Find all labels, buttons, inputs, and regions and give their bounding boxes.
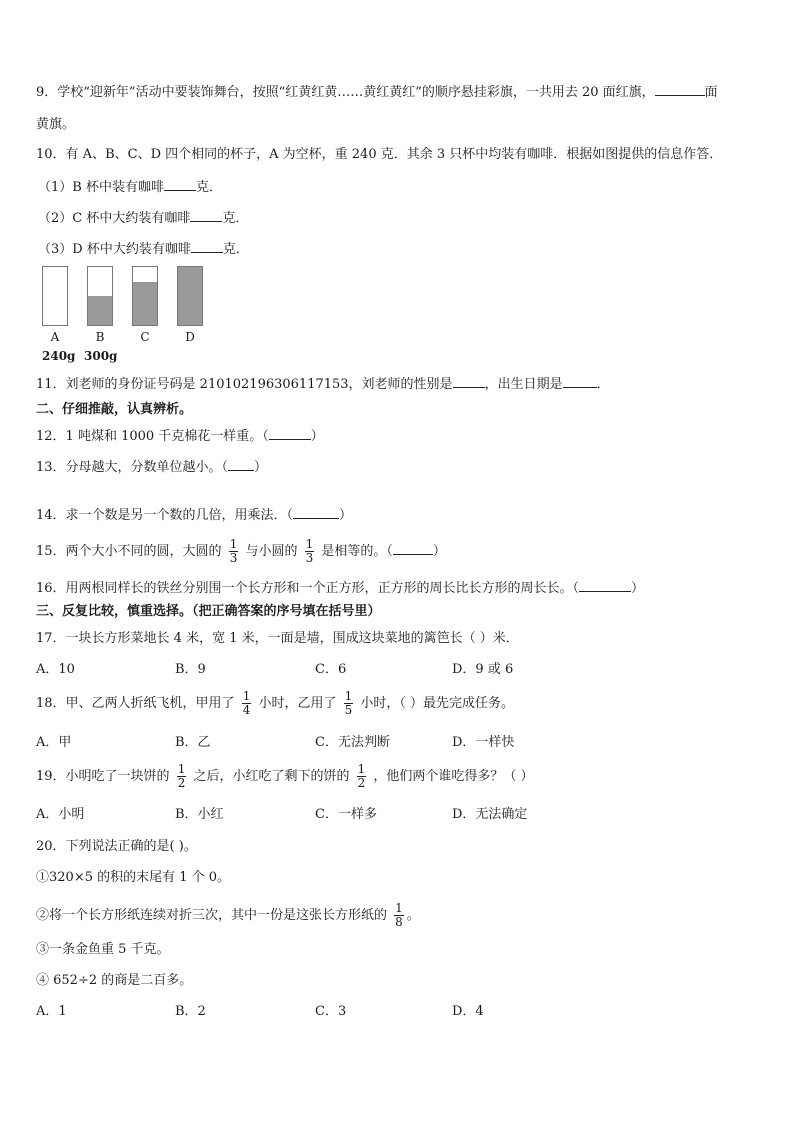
- q10-sub2-blank[interactable]: [190, 208, 222, 222]
- q18-mid-text: 小时，乙用了: [258, 696, 337, 711]
- q17-option-a[interactable]: A．10: [36, 662, 75, 677]
- q18-option-d[interactable]: D．一样快: [452, 735, 515, 750]
- q19-text: 19．小明吃了一块饼的: [36, 769, 170, 784]
- q10-sub1-blank[interactable]: [164, 177, 196, 191]
- q14-answer-blank[interactable]: [293, 505, 339, 519]
- q10-sub1-text: （1）B 杯中装有咖啡: [38, 180, 164, 195]
- numerator: 1: [305, 537, 314, 551]
- q19-stem: [36, 763, 534, 790]
- numerator: 1: [344, 689, 353, 703]
- q9-line1: [36, 82, 718, 102]
- q20-option-d[interactable]: D．4: [452, 1004, 484, 1019]
- numerator: 1: [242, 689, 251, 703]
- numerator: 1: [177, 762, 186, 776]
- cup-b-coffee: [88, 296, 112, 325]
- q11-mid-text: ，出生日期是: [484, 377, 563, 392]
- section-2-heading: 二、仔细推敲，认真辨析。: [36, 402, 193, 417]
- q12-text: 12．1 吨煤和 1000 千克棉花一样重。（: [36, 429, 269, 444]
- cup-a-label: A: [50, 330, 60, 344]
- denominator: 3: [305, 551, 314, 565]
- cup-b-label: B: [95, 330, 105, 344]
- q20-item-3: ③一条金鱼重 5 千克。: [36, 942, 170, 957]
- q14-text: 14．求一个数是另一个数的几倍，用乘法．（: [36, 508, 294, 523]
- q19-option-a[interactable]: A．小明: [36, 807, 85, 822]
- q18-stem: [36, 690, 514, 717]
- q17-option-c[interactable]: C．6: [315, 662, 347, 677]
- q10-sub1-unit: 克．: [195, 180, 222, 195]
- numerator: 1: [395, 901, 403, 915]
- q13: [36, 457, 267, 477]
- q16-close: ）: [631, 581, 645, 596]
- numerator: 1: [229, 537, 238, 551]
- cup-a: [42, 266, 68, 326]
- q20-stem: 20．下列说法正确的是( )。: [36, 839, 197, 854]
- q10-sub2-unit: 克．: [222, 211, 249, 226]
- q15-fraction-2: [305, 538, 315, 565]
- section-3-heading: 三、反复比较，慎重选择。（把正确答案的序号填在括号里）: [36, 604, 381, 619]
- q17-option-b[interactable]: B．9: [175, 662, 206, 677]
- q10-sub1: [38, 177, 222, 197]
- q11-gender-blank[interactable]: [453, 374, 485, 388]
- q14-close: ）: [339, 508, 353, 523]
- q12-answer-blank[interactable]: [269, 426, 311, 440]
- q16-text: 16．用两根同样长的铁丝分别围一个长方形和一个正方形，正方形的周长比长方形的周长长。（: [36, 581, 580, 596]
- cup-d-coffee: [178, 267, 202, 325]
- q10-sub3-blank[interactable]: [191, 239, 223, 253]
- cup-b: [87, 266, 113, 326]
- q20-item-2: [36, 902, 420, 929]
- q10-sub3: [38, 239, 249, 259]
- q15-close: ）: [432, 544, 446, 559]
- q20-item-4: ④ 652÷2 的商是二百多。: [36, 973, 193, 988]
- q13-answer-blank[interactable]: [228, 457, 254, 471]
- q19-fraction-1: [177, 763, 187, 790]
- q14: [36, 505, 352, 525]
- q19-option-b[interactable]: B．小红: [175, 807, 224, 822]
- cup-a-weight: 240g: [42, 349, 76, 363]
- denominator: 5: [344, 703, 353, 717]
- q20-item-2-end: 。: [406, 908, 420, 923]
- cup-d-label: D: [185, 330, 195, 344]
- q19-post-text: ，他们两个谁吃得多？（ ）: [373, 769, 534, 784]
- cup-c: [132, 266, 158, 326]
- q20-option-b[interactable]: B．2: [175, 1004, 206, 1019]
- q9-text: 9．学校“迎新年”活动中要装饰舞台，按照“红黄红黄……黄红黄红”的顺序悬挂彩旗，一共用去 20 面红旗，: [36, 85, 655, 100]
- q18-option-c[interactable]: C．无法判断: [315, 735, 390, 750]
- q10-stem: 10．有 A、B、C、D 四个相同的杯子，A 为空杯，重 240 克．其余 3 只杯中均装有咖啡．根据如图提供的信息作答．: [36, 147, 723, 162]
- q11-end: ．: [596, 377, 610, 392]
- q15-text: 15．两个大小不同的圆，大圆的: [36, 544, 222, 559]
- q20-option-a[interactable]: A．1: [36, 1004, 67, 1019]
- q12: [36, 426, 324, 446]
- numerator: 1: [357, 762, 366, 776]
- cup-d: [177, 266, 203, 326]
- q19-fraction-2: [357, 763, 367, 790]
- cup-c-label: C: [140, 330, 150, 344]
- q15: [36, 538, 446, 565]
- q18-fraction-2: [344, 690, 354, 717]
- q18-post-text: 小时，（ ）最先完成任务。: [360, 696, 515, 711]
- q19-mid-text: 之后，小红吃了剩下的饼的: [193, 769, 350, 784]
- q20-item-2-fraction: [394, 902, 404, 929]
- denominator: 4: [242, 703, 251, 717]
- q10-sub3-text: （3）D 杯中大约装有咖啡: [38, 242, 191, 257]
- q15-fraction-1: [229, 538, 239, 565]
- denominator: 3: [229, 551, 238, 565]
- q18-fraction-1: [242, 690, 252, 717]
- q19-option-d[interactable]: D．无法确定: [452, 807, 528, 822]
- q19-option-c[interactable]: C．一样多: [315, 807, 377, 822]
- q9-unit: 面: [704, 85, 718, 100]
- q18-text: 18．甲、乙两人折纸飞机，甲用了: [36, 696, 235, 711]
- q20-item-1: ①320×5 的积的末尾有 1 个 0。: [36, 870, 231, 885]
- cup-b-weight: 300g: [84, 349, 118, 363]
- q12-close: ）: [310, 429, 324, 444]
- q16: [36, 578, 644, 598]
- q13-text: 13．分母越大，分数单位越小。（: [36, 460, 229, 475]
- q11-birthdate-blank[interactable]: [563, 374, 597, 388]
- q15-post-text: 是相等的。（: [321, 544, 393, 559]
- q9-line2: 黄旗。: [36, 117, 76, 132]
- cup-c-coffee: [133, 282, 157, 326]
- q11-text: 11．刘老师的身份证号码是 210102196306117153，刘老师的性别是: [36, 377, 453, 392]
- q13-close: ）: [254, 460, 268, 475]
- denominator: 2: [177, 776, 186, 790]
- denominator: 8: [395, 915, 403, 929]
- q11: [36, 374, 610, 394]
- denominator: 2: [357, 776, 366, 790]
- q18-option-a[interactable]: A．甲: [36, 735, 72, 750]
- q18-option-b[interactable]: B．乙: [175, 735, 211, 750]
- q16-answer-blank[interactable]: [579, 578, 631, 592]
- q20-item-2-text: ②将一个长方形纸连续对折三次，其中一份是这张长方形纸的: [36, 908, 388, 923]
- q10-sub2: [38, 208, 248, 228]
- q17-stem: 17．一块长方形菜地长 4 米，宽 1 米，一面是墙，围成这块菜地的篱笆长（ ）米．: [36, 631, 519, 646]
- q15-answer-blank[interactable]: [393, 541, 433, 555]
- q9-answer-blank[interactable]: [655, 82, 705, 96]
- q10-sub2-text: （2）C 杯中大约装有咖啡: [38, 211, 191, 226]
- q17-option-d[interactable]: D．9 或 6: [452, 662, 514, 677]
- q15-mid-text: 与小圆的: [245, 544, 298, 559]
- q10-sub3-unit: 克．: [222, 242, 249, 257]
- q20-option-c[interactable]: C．3: [315, 1004, 347, 1019]
